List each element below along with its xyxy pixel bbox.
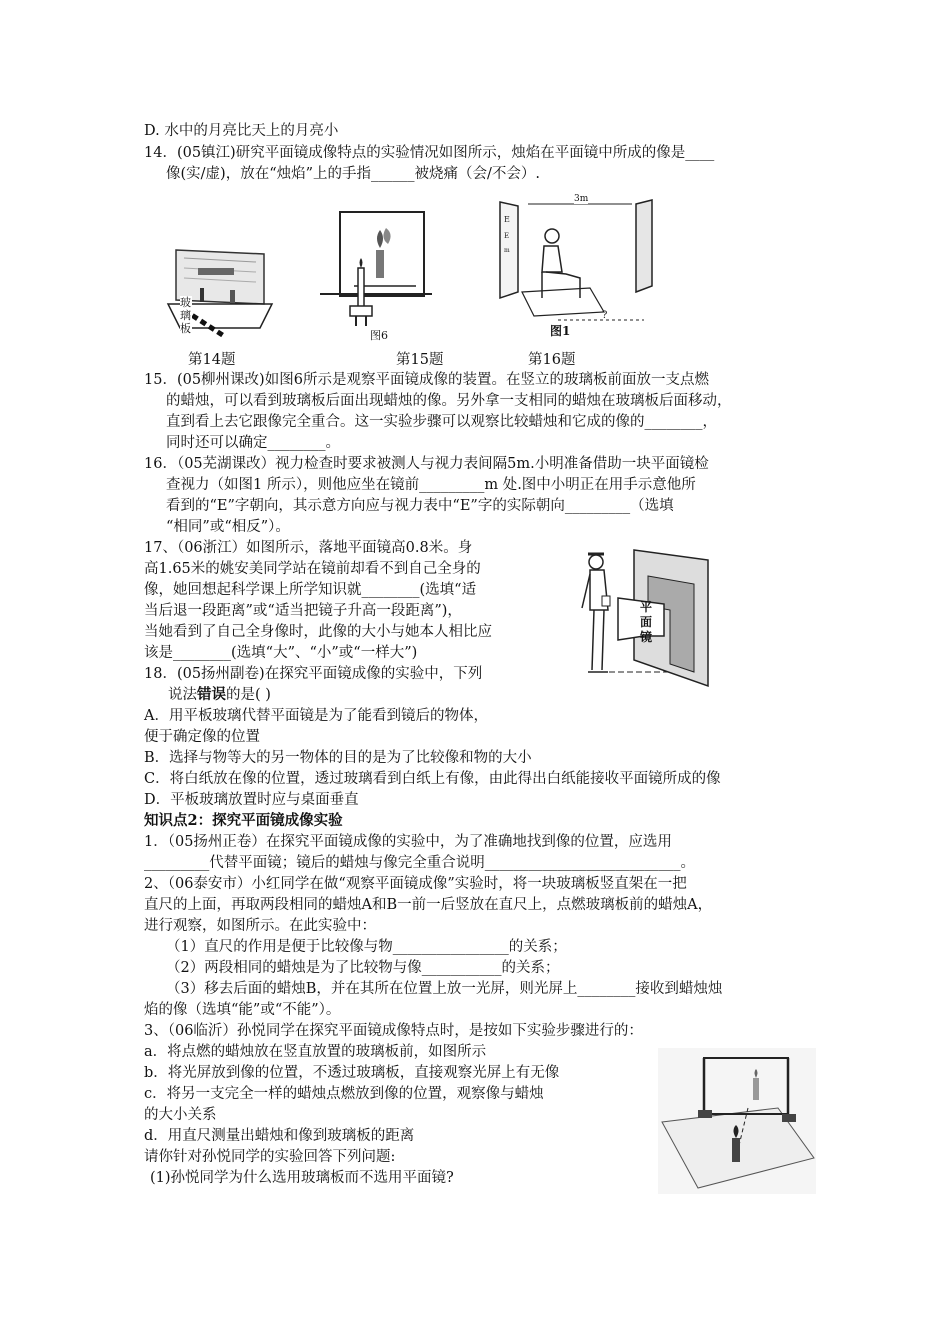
figure-17	[574, 540, 714, 700]
kp2-q1-line2: _________代替平面镜；镜后的蜡烛与像完全重合说明___________________________。	[144, 855, 695, 871]
kp2-q2-sub3-cont: 焰的像（选填“能”或“不能”）。	[144, 1002, 341, 1018]
svg-text:E: E	[504, 232, 510, 240]
q16-line4: “相同”或“相反”）。	[166, 519, 290, 535]
q17-line5: 当她看到了自己全身像时，此像的大小与她本人相比应	[144, 624, 492, 640]
figure-15	[318, 210, 434, 344]
q14-line2: 像(实/虚)，放在“烛焰”上的手指______被烧痛（会/不会）.	[166, 166, 541, 182]
q14-line1: 14．(05镇江)研究平面镜成像特点的实验情况如图所示，烛焰在平面镜中所成的像是____	[144, 145, 715, 161]
kp2-q2-sub1: （1）直尺的作用是便于比较像与物________________的关系；	[166, 939, 567, 955]
q18-prefix: 说法	[168, 687, 197, 703]
q16-line1: 16．（05芜湖课改）视力检查时要求被测人与视力表间隔5m.小明准备借助一块平面镜检	[144, 456, 709, 472]
kp2-q3-sub1: (1)孙悦同学为什么选用玻璃板而不选用平面镜?	[150, 1170, 454, 1186]
figure-17-label: 平面镜	[639, 600, 652, 644]
q17-line2: 高1.65米的姚安美同学站在镜前却看不到自己全身的	[144, 561, 481, 577]
kp2-q3-step-d: d．用直尺测量出蜡烛和像到玻璃板的距离	[144, 1128, 415, 1144]
caption-15: 第15题	[396, 352, 444, 368]
q18-option-c: C．将白纸放在像的位置，透过玻璃看到白纸上有像，由此得出白纸能接收平面镜所成的像	[144, 771, 721, 787]
kp2-q2-line1: 2、（06泰安市）小红同学在做“观察平面镜成像”实验时，将一块玻璃板竖直架在一把	[144, 876, 687, 892]
caption-14: 第14题	[188, 352, 236, 368]
figure-16-top-dimension: 3m	[574, 194, 589, 204]
svg-text:E: E	[504, 215, 510, 224]
figure-16-label: 图1	[550, 324, 571, 338]
kp2-q3-prompt: 请你针对孙悦同学的实验回答下列问题:	[144, 1149, 396, 1165]
svg-text:m: m	[504, 247, 510, 254]
figure-16-bottom-dimension: ?	[602, 310, 608, 321]
q13-option-d: D. 水中的月亮比天上的月亮小	[144, 123, 339, 139]
q16-line2: 查视力（如图1 所示），则他应坐在镜前_________m 处.图中小明正在用手示意他所	[166, 477, 696, 493]
kp2-q3-step-c: c．将另一支完全一样的蜡烛点燃放到像的位置，观察像与蜡烛	[144, 1086, 544, 1102]
figure-15-label: 图6	[370, 329, 388, 342]
q18-option-a-line2: 便于确定像的位置	[144, 729, 260, 745]
kp2-q2-sub2: （2）两段相同的蜡烛是为了比较物与像___________的关系；	[166, 960, 560, 976]
q18-suffix: 的是( )	[226, 687, 271, 703]
q18-emphasis: 错误	[197, 686, 226, 703]
kp2-q3-step-c-cont: 的大小关系	[144, 1107, 217, 1123]
figure-16	[494, 192, 660, 344]
q17-line6: 该是________(选填“大”、“小”或“一样大”)	[144, 645, 418, 661]
q17-line4: 当后退一段距离”或“适当把镜子升高一段距离”)，	[144, 603, 462, 619]
q15-line3: 直到看上去它跟像完全重合。这一实验步骤可以观察比较蜡烛和它成的像的________，	[166, 414, 717, 430]
q18-option-d: D．平板玻璃放置时应与桌面垂直	[144, 792, 359, 808]
kp2-q2-line2: 直尺的上面，再取两段相同的蜡烛A和B一前一后竖放在直尺上，点燃玻璃板前的蜡烛A，	[144, 897, 713, 913]
q17-line3: 像，她回想起科学课上所学知识就________(选填“适	[144, 582, 477, 598]
q18-option-b: B．选择与物等大的另一物体的目的是为了比较像和物的大小	[144, 750, 532, 766]
q18-line1: 18．(05扬州副卷)在探究平面镜成像的实验中，下列	[144, 666, 483, 682]
kp2-q1-line1: 1．（05扬州正卷）在探究平面镜成像的实验中，为了准确地找到像的位置，应选用	[144, 834, 672, 850]
q18-line2	[168, 685, 271, 705]
knowledge-point-2-heading: 知识点2：探究平面镜成像实验	[144, 812, 343, 829]
q15-line1: 15．(05柳州课改)如图6所示是观察平面镜成像的装置。在竖立的玻璃板前面放一支点燃	[144, 372, 709, 388]
figure-kp2-q3	[658, 1048, 816, 1194]
kp2-q3-line1: 3、（06临沂）孙悦同学在探究平面镜成像特点时，是按如下实验步骤进行的：	[144, 1023, 643, 1039]
kp2-q2-line3: 进行观察，如图所示。在此实验中：	[144, 918, 376, 934]
q18-option-a-line1: A．用平板玻璃代替平面镜是为了能看到镜后的物体，	[144, 708, 488, 724]
figure-14	[164, 244, 276, 344]
q17-line1: 17、（06浙江）如图所示，落地平面镜高0.8米。身	[144, 540, 473, 556]
q16-line3: 看到的“E”字朝向，其示意方向应与视力表中“E”字的实际朝向_________（选填	[166, 498, 674, 514]
q15-line4: 同时还可以确定________。	[166, 435, 340, 451]
kp2-q3-step-b: b．将光屏放到像的位置，不透过玻璃板，直接观察光屏上有无像	[144, 1065, 560, 1081]
kp2-q2-sub3: （3）移去后面的蜡烛B，并在其所在位置上放一光屏，则光屏上________接收到蜡烛烛	[166, 981, 723, 997]
kp2-q3-step-a: a．将点燃的蜡烛放在竖直放置的玻璃板前，如图所示	[144, 1044, 487, 1060]
q15-line2: 的蜡烛，可以看到玻璃板后面出现蜡烛的像。另外拿一支相同的蜡烛在玻璃板后面移动，	[166, 393, 732, 409]
figure-14-label: 玻璃板	[180, 296, 191, 335]
caption-16: 第16题	[528, 352, 576, 368]
